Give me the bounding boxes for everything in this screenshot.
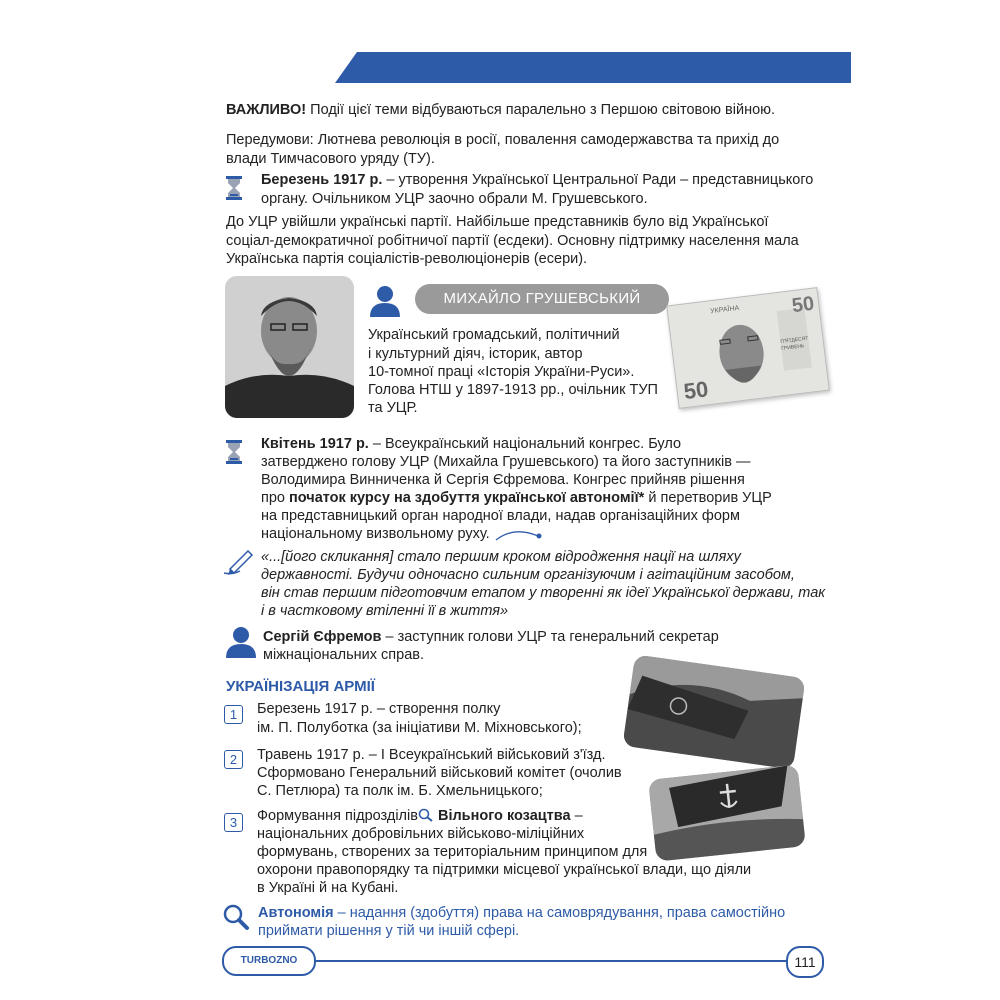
prereq-line-1: Передумови: Лютнева революція в росії, повалення самодержавства та прихід до — [226, 132, 780, 148]
curved-arrow-icon — [494, 526, 544, 546]
parties-line-2: соціал-демократичної робітничої партії (есдеки). Основну підтримку населення мала — [226, 233, 799, 249]
army-item-3-line-1 — [257, 807, 583, 827]
army-item-3-post: – — [570, 808, 583, 824]
bio-line-4: Голова НТШ у 1897-1913 рр., очільник ТУП — [368, 382, 658, 398]
logo-text: TURBOZNO — [240, 955, 298, 966]
bio-line-3: 10-томної праці «Історія України-Руси». — [368, 364, 635, 380]
banknote-text: П'ЯТДЕСЯТ ГРИВЕНЬ — [780, 335, 809, 352]
page-number: 111 — [786, 946, 824, 978]
april-line4-pre: про — [261, 490, 290, 506]
april-1917-line-5: на представницький орган народної влади, надав організаційних форм — [261, 508, 740, 524]
march-date: Березень 1917 р. — [261, 172, 383, 188]
quote-line-1: «...[його скликання] стало першим кроком відродження нації на шляху — [261, 549, 741, 565]
quill-icon — [222, 549, 254, 577]
parties-line-3: Українська партія соціалістів-революціонерів (есери). — [226, 251, 588, 267]
quote-line-4: і в частковому втіленні її в життя» — [261, 603, 509, 619]
definition-line-1 — [258, 904, 785, 924]
yefremov-line-1 — [263, 628, 719, 648]
army-item-1-line-2: ім. П. Полуботка (за ініціативи М. Міхновського); — [257, 720, 582, 736]
hrushevsky-portrait — [225, 276, 354, 418]
number-badge-1: 1 — [224, 705, 243, 724]
hrushevsky-name-badge: МИХАЙЛО ГРУШЕВСЬКИЙ — [415, 284, 669, 314]
army-item-1-line-1: Березень 1917 р. – створення полку — [257, 701, 501, 717]
magnifier-icon — [222, 903, 250, 931]
autonomy-course-highlight: початок курсу на здобуття української автономії* — [289, 490, 645, 506]
yefremov-text: – заступник голови УЦР та генеральний секретар — [381, 629, 719, 645]
prereq-line-2: влади Тимчасового уряду (ТУ). — [226, 151, 435, 167]
page-title: ТЕМА 21. ПОЧАТОК УКРАЇНСЬКОЇ РЕВОЛЮЦІЇ — [570, 7, 982, 26]
yefremov-name: Сергій Єфремов — [263, 629, 382, 645]
footer-rule — [232, 960, 792, 962]
april-1917-line-3: Володимира Винниченка й Сергія Єфремова. Конгрес прийняв рішення — [261, 472, 745, 488]
banknote-50-hryvnia — [666, 287, 830, 409]
flag-photo-1 — [622, 654, 805, 769]
banknote-value-right: 50 — [790, 292, 816, 318]
topic-banner — [335, 52, 851, 83]
april-1917-line-6: національному визвольному руху. — [261, 526, 490, 542]
army-item-3-line-3: формувань, створених за територіальним принципом для — [257, 844, 648, 860]
army-item-2-line-3: С. Петлюра) та полк ім. Б. Хмельницького; — [257, 783, 543, 799]
hourglass-icon — [224, 439, 244, 465]
number-badge-2: 2 — [224, 750, 243, 769]
important-text: Події цієї теми відбуваються паралельно з Першою світовою війною. — [306, 102, 776, 118]
person-icon — [224, 624, 258, 658]
april-date: Квітень 1917 р. — [261, 436, 369, 452]
banknote-value-left: 50 — [682, 376, 710, 405]
turbozno-logo — [222, 946, 316, 976]
bio-line-5: та УЦР. — [368, 400, 418, 416]
important-note — [226, 101, 775, 121]
definition-text: – надання (здобуття) права на самоврядування, права самостійно — [333, 905, 786, 921]
army-item-3-line-5: в Україні й на Кубані. — [257, 880, 399, 896]
army-item-2-line-1: Травень 1917 р. – І Всеукраїнський військовий з'їзд. — [257, 747, 606, 763]
april-line4-post: й перетворив УЦР — [644, 490, 772, 506]
bio-line-1: Український громадський, політичний — [368, 327, 620, 343]
army-item-3-line-4: охорони правопорядку та підтримки місцевої української влади, що діяли — [257, 862, 752, 878]
march-1917-line-2: органу. Очільником УЦР заочно обрали М. Грушевського. — [261, 191, 648, 207]
hourglass-icon — [224, 175, 244, 201]
march-text: – утворення Української Центральної Ради – представницького — [382, 172, 814, 188]
important-label: ВАЖЛИВО! — [226, 102, 307, 118]
magnifier-icon — [418, 808, 434, 822]
flag-photo-2 — [648, 764, 806, 861]
yefremov-line-2: міжнаціональних справ. — [263, 647, 424, 663]
april-1917-line-2: затверджено голову УЦР (Михайла Грушевського) та його заступників — — [261, 454, 751, 470]
march-1917-line-1 — [261, 171, 813, 191]
free-cossacks-term: Вільного козацтва — [433, 808, 571, 824]
april-text: – Всеукраїнський національний конгрес. Було — [368, 436, 682, 452]
definition-line-2: приймати рішення у тій чи іншій сфері. — [258, 923, 520, 939]
army-item-3-pre: Формування підрозділів — [257, 808, 418, 824]
number-badge-3: 3 — [224, 813, 243, 832]
army-section-heading: УКРАЇНІЗАЦІЯ АРМІЇ — [226, 678, 375, 695]
april-1917-line-4 — [261, 489, 772, 509]
banknote-country: УКРАЇНА — [709, 304, 740, 316]
person-icon — [368, 283, 402, 317]
definition-term: Автономія — [258, 905, 334, 921]
parties-line-1: До УЦР увійшли українські партії. Найбільше представників було від Української — [226, 214, 769, 230]
army-item-2-line-2: Сформовано Генеральний військовий комітет (очолив — [257, 765, 622, 781]
army-item-3-line-2: національних добровільних військово-міліційних — [257, 826, 585, 842]
april-1917-line-1 — [261, 435, 681, 455]
quote-line-2: державності. Будучи одночасно сильним організуючим і агітаційним засобом, — [261, 567, 795, 583]
bio-line-2: і культурний діяч, історик, автор — [368, 346, 583, 362]
quote-line-3: він став першим підготовчим етапом у творенні як ідеї Української держави, так — [261, 585, 826, 601]
